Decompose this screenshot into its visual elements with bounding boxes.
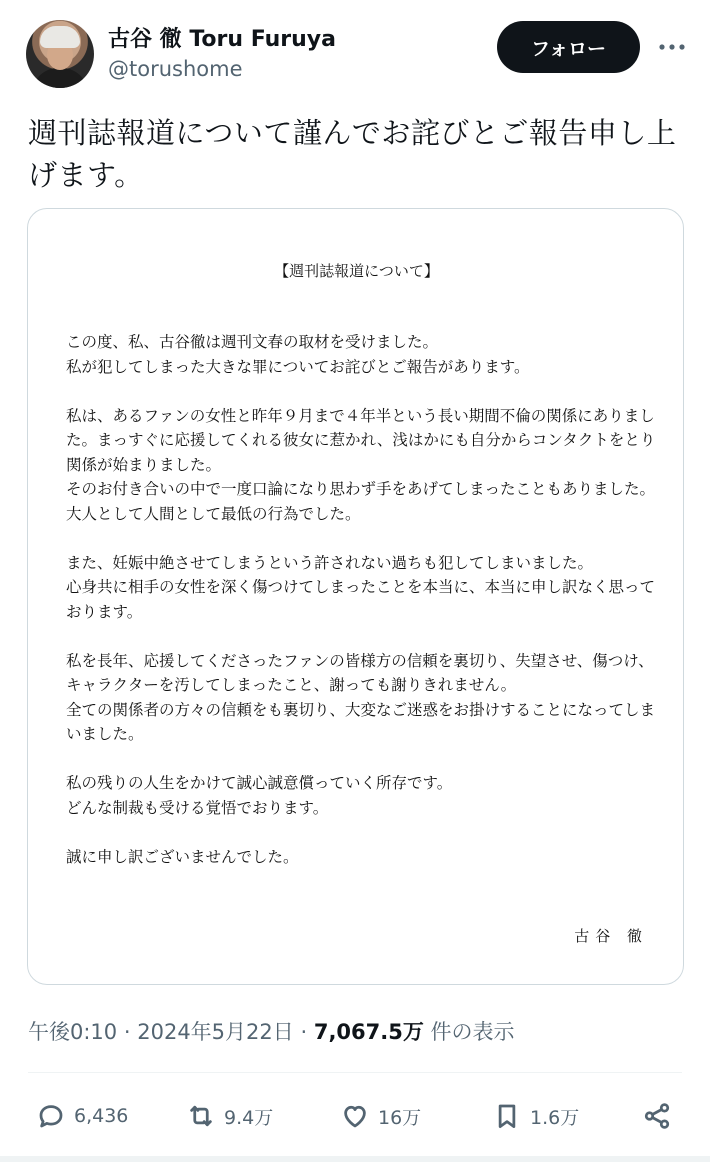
tweet-date[interactable]: 2024年5月22日 (137, 1020, 294, 1044)
share-button[interactable] (642, 1096, 672, 1136)
attached-image-card[interactable] (27, 208, 684, 985)
share-icon (642, 1101, 672, 1131)
views-label: 件の表示 (430, 1020, 515, 1044)
heart-icon (340, 1101, 370, 1131)
more-button[interactable] (652, 30, 692, 64)
author-display-name[interactable]: 古谷 徹 Toru Furuya (108, 27, 336, 52)
document-body (66, 330, 656, 894)
reply-count: 6,436 (74, 1105, 129, 1127)
author-handle[interactable]: @torushome (108, 57, 243, 81)
document-paragraph-5: 私の残りの人生をかけて誠心誠意償っていく所存です。 どんな制裁も受ける覚悟でおります。 (66, 774, 453, 817)
reply-button[interactable] (36, 1096, 128, 1136)
document-paragraph-3: また、妊娠中絶させてしまうという許されない過ちも犯してしまいました。 心身共に相手の女性を深く傷つけてしまったことを本当に、本当に申し訳なく思っております。 (66, 553, 656, 621)
document-paragraph-1: この度、私、古谷徹は週刊文春の取材を受けました。 私が犯してしまった大きな罪についてお詫びとご報告があります。 (66, 333, 530, 376)
bottom-divider (0, 1156, 710, 1162)
divider (28, 1072, 682, 1073)
avatar[interactable] (26, 20, 94, 88)
meta-separator: · (123, 1020, 131, 1044)
repost-button[interactable] (186, 1096, 273, 1136)
bookmark-icon (492, 1101, 522, 1131)
document-title: 【週刊誌報道について】 (274, 262, 439, 280)
repost-count: 9.4万 (224, 1106, 274, 1129)
tweet-time[interactable]: 午後0:10 (28, 1020, 118, 1044)
repost-icon (186, 1101, 216, 1131)
meta-separator: · (300, 1020, 308, 1044)
action-bar (0, 1086, 710, 1144)
bookmark-button[interactable] (492, 1096, 579, 1136)
like-button[interactable] (340, 1096, 421, 1136)
document-paragraph-6: 誠に申し訳ございませんでした。 (66, 847, 299, 866)
tweet-text: 週刊誌報道について謹んでお詫びとご報告申し上げます。 (28, 116, 677, 192)
reply-icon (36, 1101, 66, 1131)
document-paragraph-4: 私を長年、応援してくださったファンの皆様方の信頼を裏切り、失望させ、傷つけ、キャラクターを汚してしまったこと、謝っても謝りきれません。 全ての関係者の方々の信頼をも裏切り、大変なご迷惑をお掛けすることになってしまいました。 (66, 651, 656, 743)
document-signature: 古谷 徹 (574, 927, 648, 945)
tweet-meta (28, 1016, 515, 1046)
like-count: 16万 (378, 1106, 422, 1129)
views-count: 7,067.5万 (313, 1020, 424, 1044)
more-horizontal-icon (658, 42, 686, 52)
follow-button[interactable]: フォロー (497, 21, 640, 73)
document-paragraph-2: 私は、あるファンの女性と昨年９月まで４年半という長い期間不倫の関係にありました。まっすぐに応援してくれる彼女に惹かれ、浅はかにも自分からコンタクトをとり関係が始まりました。 そのお付き合いの中で一度口論になり思わず手をあげてしまったこともありました。 大人として人間として最低の行為でした。 (66, 406, 656, 523)
bookmark-count: 1.6万 (530, 1106, 580, 1129)
tweet-header (0, 0, 710, 100)
author-name-row[interactable] (108, 22, 336, 53)
